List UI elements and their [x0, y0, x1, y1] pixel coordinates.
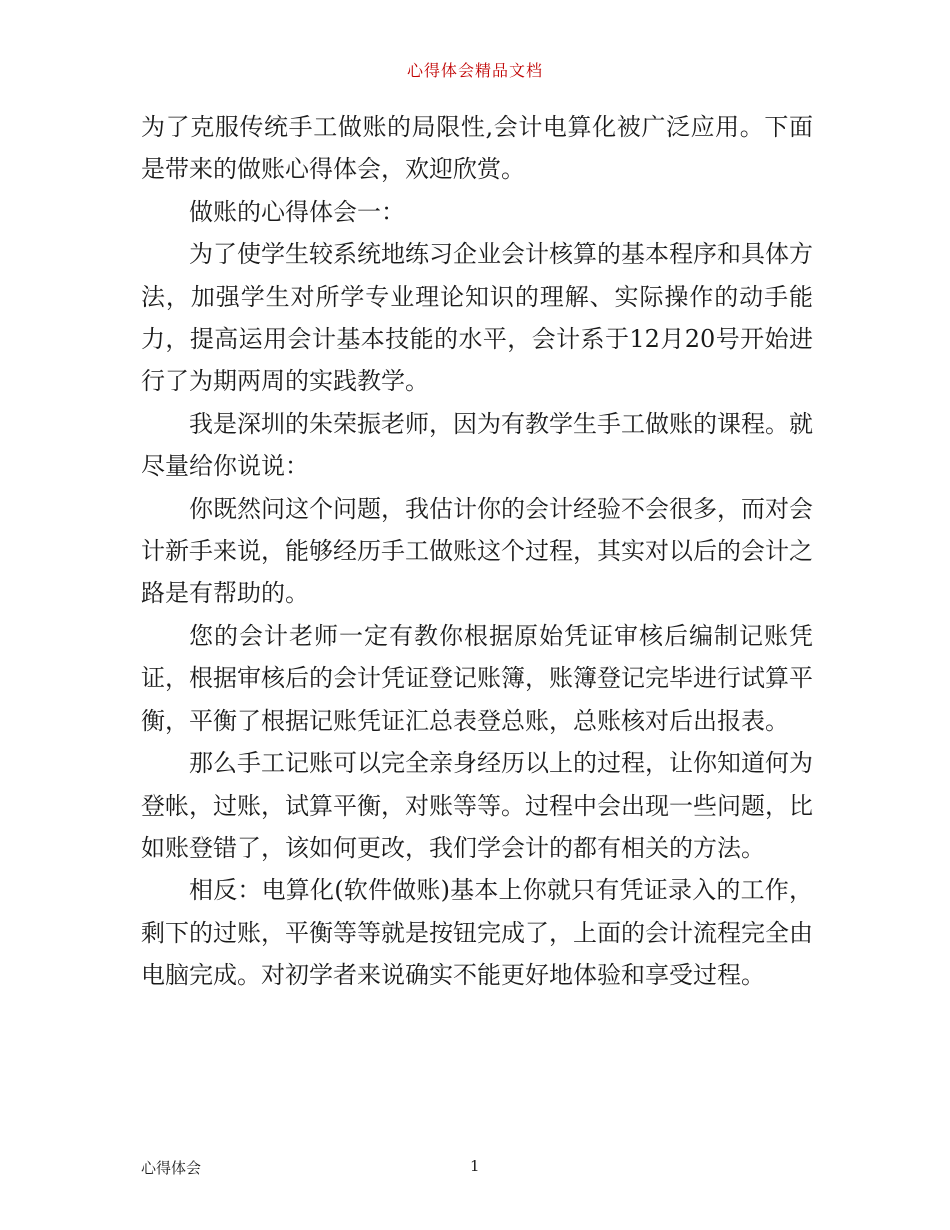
paragraph: 我是深圳的朱荣振老师，因为有教学生手工做账的课程。就尽量给你说说： [141, 409, 813, 481]
paragraph: 那么手工记账可以完全亲身经历以上的过程，让你知道何为登帐，过账，试算平衡，对账等等。过程中会出现一些问题，比如账登错了，该如何更改，我们学会计的都有相关的方法。 [141, 749, 813, 862]
page-number: 1 [470, 1157, 480, 1175]
paragraph: 你既然问这个问题，我估计你的会计经验不会很多，而对会计新手来说，能够经历手工做账这个过程，其实对以后的会计之路是有帮助的。 [141, 494, 813, 608]
document-body [141, 106, 813, 997]
footer-label: 心得体会 [141, 1159, 202, 1177]
section-heading: 做账的心得体会一： [189, 197, 405, 226]
paragraph-intro: 为了克服传统手工做账的局限性,会计电算化被广泛应用。下面是带来的做账心得体会，欢迎欣赏。 [141, 113, 813, 184]
paragraph: 您的会计老师一定有教你根据原始凭证审核后编制记账凭证，根据审核后的会计凭证登记账簿，账簿登记完毕进行试算平衡，平衡了根据记账凭证汇总表登总账，总账核对后出报表。 [141, 621, 813, 735]
paragraph: 相反：电算化(软件做账)基本上你就只有凭证录入的工作，剩下的过账，平衡等等就是按钮完成了，上面的会计流程完全由电脑完成。对初学者来说确实不能更好地体验和享受过程。 [141, 876, 813, 990]
page-header-title: 心得体会精品文档 [406, 61, 543, 80]
paragraph: 为了使学生较系统地练习企业会计核算的基本程序和具体方法，加强学生对所学专业理论知识的理解、实际操作的动手能力，提高运用会计基本技能的水平，会计系于12月20号开始进行了为期两周的实践教学。 [141, 240, 813, 396]
